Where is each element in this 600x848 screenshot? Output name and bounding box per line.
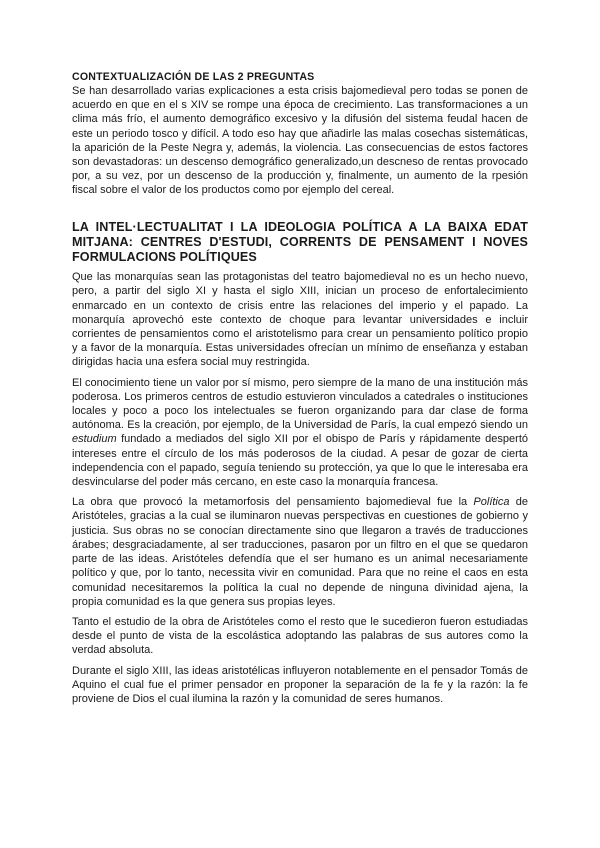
section1-paragraph: Se han desarrollado varias explicaciones a esta crisis bajomedieval pero todas se ponen de acuerdo en que en el s XIV se rompe una época de crecimiento. Las transformaciones a un clima más frío, el aumento demográfico excesivo y la difusión del sistema feudal hacen de este un periodo tosco y difícil. A todo eso hay que añadirle las malas cosechas sistemáticas, la aparición de la Peste Negra y, además, la violencia. Las consecuencias de estos factores son devastadoras: un descenso demográfico generalizado,un descneso de rentas provocado por, a su vez, por un descenso de la producción y, finalmente, un aumento de la rpesión fiscal sobre el valor de los productos como por ejemplo del cereal. bbox=[72, 85, 528, 197]
section2-paragraph-2 bbox=[72, 376, 528, 490]
paragraph-text: El conocimiento tiene un valor por sí mismo, pero siempre de la mano de una institución más poderosa. Los primeros centros de estudio estuvieron vinculados a catedrales o instituciones locales y poco a poco los intelectuales se fueron organizando para dar clase de forma autónoma. Es la creación, por ejemplo, de la Universidad de París, la cual empezó siendo un bbox=[72, 376, 528, 432]
paragraph-text: La obra que provocó la metamorfosis del pensamiento bajomedieval fue la bbox=[72, 496, 474, 509]
section2-heading: LA INTEL·LECTUALITAT I LA IDEOLOGIA POLÍTICA A LA BAIXA EDAT MITJANA: CENTRES D'ESTUDI, CORRENTS DE PENSAMENT I NOVES FORMULACIONS POLÍTIQUES bbox=[72, 219, 528, 265]
paragraph-text: fundado a mediados del siglo XII por el obispo de París y rápidamente despertó intereses entre el círculo de los más poderosos de la ciudad. A pesar de gozar de cierta independencia con el papado, seguía teniendo su protección, ya que lo que le interesaba era desvincularse del poder más cercano, en este caso la monarquía francesa. bbox=[72, 433, 528, 489]
section2-paragraph-1: Que las monarquías sean las protagonistas del teatro bajomedieval no es un hecho nuevo, pero, a partir del siglo XI y hasta el siglo XIII, inician un proceso de enfortalecimiento enmarcado en un contexto de crisis entre las relaciones del imperio y el papado. La monarquía aprovechó este contexto de choque para levantar universidades e incluir corrientes de pensamientos como el aristotelismo para crear un pensamiento político propio y a favor de la monarquía. Estas universidades ofrecían un mínimo de enseñanza y estaban dirigidas hacia una esfera social muy restringida. bbox=[72, 271, 528, 369]
section2-paragraph-5: Durante el siglo XIII, las ideas aristotélicas influyeron notablemente en el pensador Tomás de Aquino el cual fue el primer pensador en proponer la separación de la fe y la razón: la fe proviene de Dios el cual ilumina la razón y la comunidad de seres humanos. bbox=[72, 664, 528, 705]
section2-paragraph-4: Tanto el estudio de la obra de Aristóteles como el resto que le sucedieron fueron estudiadas desde el punto de vista de la escolástica adoptando las palabras de sus autores como la verdad absoluta. bbox=[72, 615, 528, 657]
italic-term: Política bbox=[473, 496, 510, 509]
document-body bbox=[72, 70, 528, 706]
italic-term: estudium bbox=[72, 433, 117, 446]
section1-heading: CONTEXTUALIZACIÓN DE LAS 2 PREGUNTAS bbox=[72, 71, 315, 83]
paragraph-text: de Aristóteles, gracias a la cual se iluminaron nuevas perspectivas en cuestiones de gobierno y justicia. Sus obras no se conocían directamente sino que llegaron a través de traducciones árabes; desgraciadamente, al ser traducciones, pasaron por un filtro en el que se quedaron parte de las ideas. Aristóteles defendía que el ser humano es un animal necesariamente político y que, por lo tanto, necessita vivir en comunidad. Para que no reine el caos en esta comunidad necesitaremos la política la cual no depende de ninguna divinidad ajena, la propia comunidad es la que genera sus propias leyes. bbox=[72, 496, 528, 608]
section2-paragraph-3 bbox=[72, 495, 528, 609]
